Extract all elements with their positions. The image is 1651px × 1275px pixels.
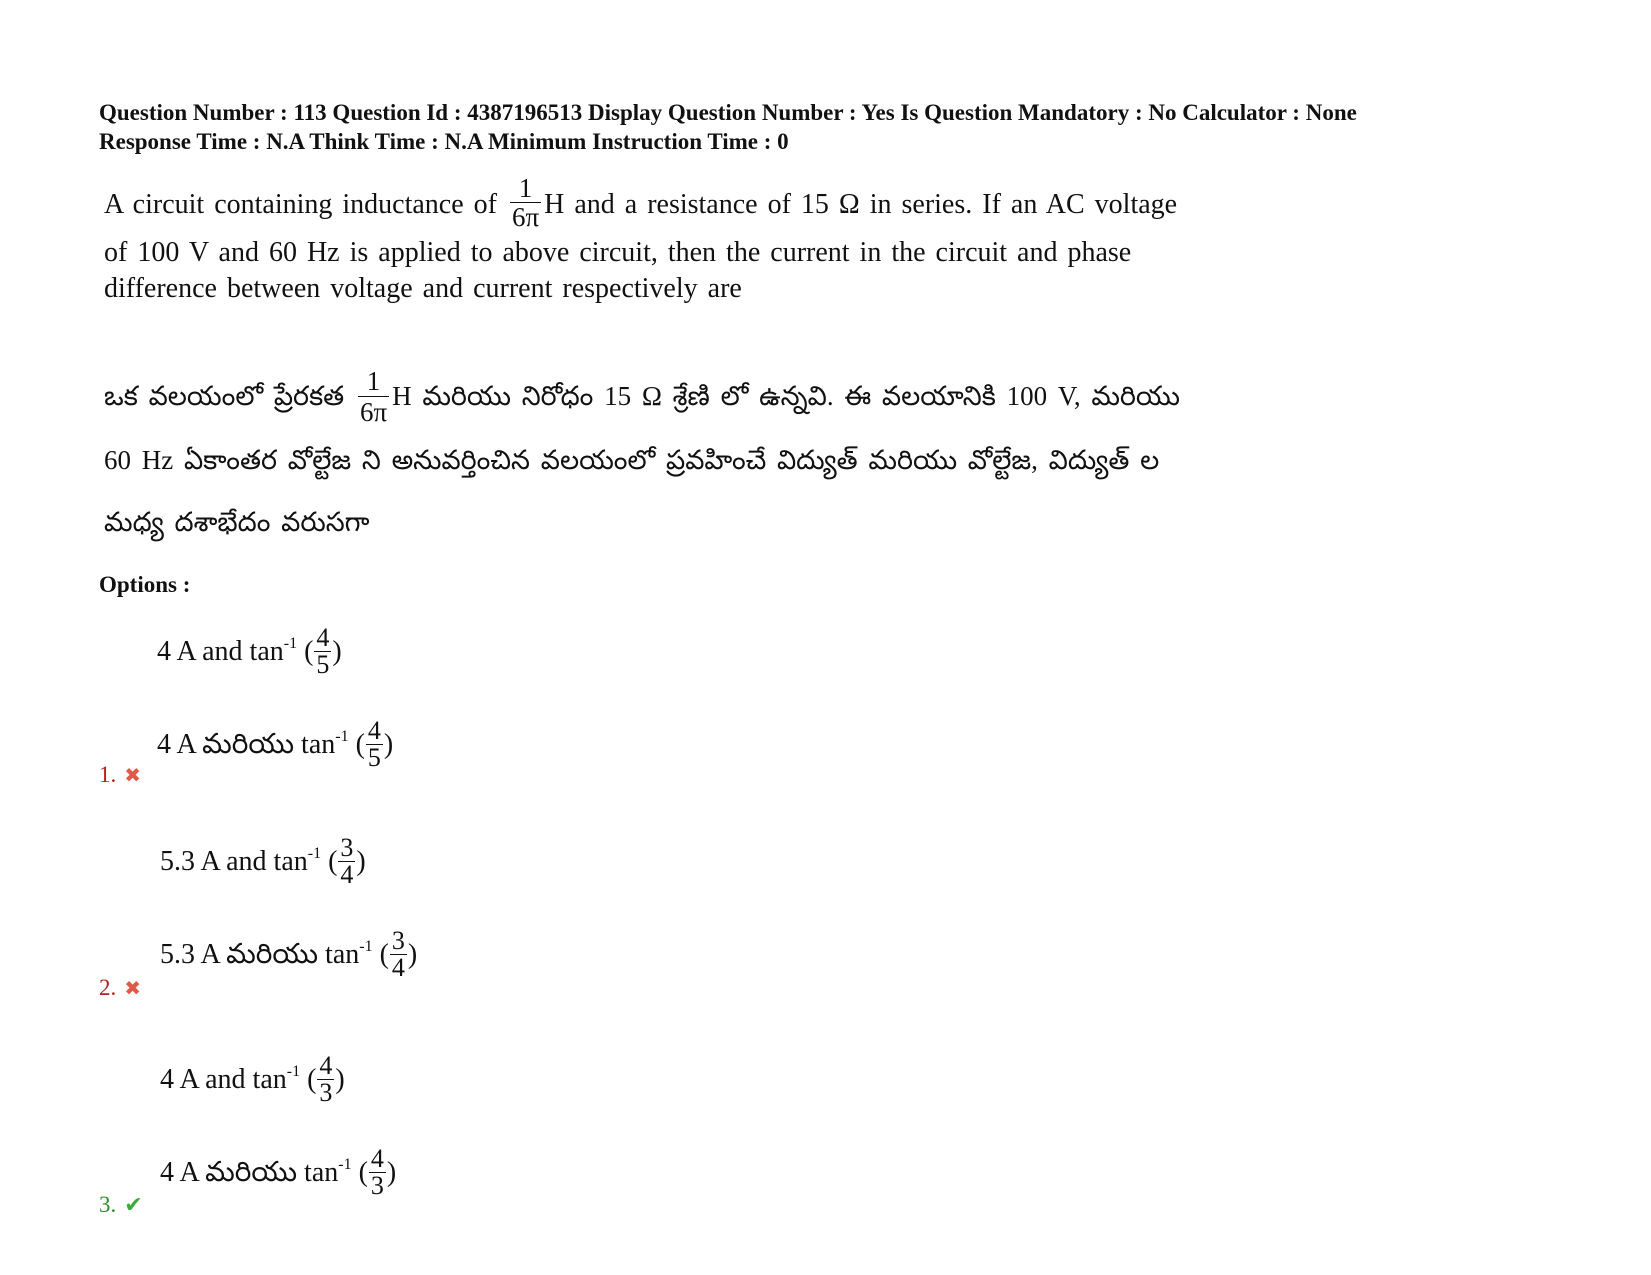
fraction-numerator: 4 — [316, 623, 330, 652]
option-fraction — [369, 1146, 386, 1199]
option-number: 3. — [99, 1192, 117, 1217]
fraction-denominator: 4 — [391, 953, 405, 982]
fraction-denominator: 4 — [340, 860, 354, 889]
fraction-numerator: 3 — [391, 926, 405, 955]
option-text: 4 A మరియు tan — [157, 728, 336, 760]
option-3-english: 4 A and $\tan^{-1}$ ( $\frac{4}{3}$ ) — [160, 1051, 345, 1107]
fraction-denominator: 5 — [367, 743, 381, 772]
option-superscript: -1 — [307, 844, 322, 862]
option-1-number — [99, 762, 141, 788]
inductance-fraction-telugu — [358, 366, 389, 427]
question-metadata — [99, 98, 1357, 156]
option-superscript: -1 — [283, 634, 298, 652]
option-2-telugu: 5.3 A మరియు $\tan^{-1}$ ( $\frac{3}{4}$ ) — [160, 926, 418, 982]
fraction-numerator: 4 — [319, 1051, 333, 1080]
fraction-numerator: 3 — [340, 833, 354, 862]
option-fraction — [314, 625, 331, 678]
option-text: 5.3 A and tan — [160, 845, 308, 877]
metadata-line-1: Question Number : 113 Question Id : 4387196513 Display Question Number : Yes Is Question Mandatory : No Calculator : None — [99, 100, 1357, 125]
inductance-fraction — [510, 174, 541, 231]
option-3-telugu: 4 A మరియు $\tan^{-1}$ ( $\frac{4}{3}$ ) — [160, 1144, 397, 1200]
option-3-number — [99, 1192, 143, 1218]
option-superscript: -1 — [359, 937, 373, 955]
option-fraction — [338, 835, 355, 888]
option-superscript: -1 — [338, 1155, 352, 1173]
fraction-numerator: 4 — [367, 716, 381, 745]
option-text: 4 A and tan — [160, 1063, 287, 1095]
options-label: Options : — [99, 572, 191, 597]
option-1-telugu: 4 A మరియు $\tan^{-1}$ ( $\frac{4}{5}$ ) — [157, 716, 394, 772]
fraction-numerator: 1 — [510, 174, 541, 203]
option-text: 4 A మరియు tan — [160, 1156, 339, 1188]
option-number: 1. — [99, 762, 117, 787]
fraction-denominator: 3 — [370, 1171, 384, 1200]
option-superscript: -1 — [286, 1062, 301, 1080]
question-text-telugu — [104, 365, 1184, 553]
question-text-english — [104, 173, 1184, 307]
fraction-numerator: 4 — [370, 1144, 384, 1173]
question-en-post: H and a resistance of 15 Ω in series. If an AC voltage of 100 V and 60 Hz is applied to above circuit, then the current in the circuit and phase difference between voltage and current respectively are — [104, 188, 1178, 304]
cross-icon: ✖ — [124, 765, 142, 787]
question-te-pre: ఒక వలయంలో ప్రేరకత — [104, 381, 345, 411]
option-fraction — [317, 1053, 334, 1106]
option-2-english: 5.3 A and $\tan^{-1}$ ( $\frac{3}{4}$ ) — [160, 833, 366, 889]
fraction-denominator: 6π — [359, 397, 388, 428]
fraction-denominator: 3 — [319, 1078, 333, 1107]
question-en-pre: A circuit containing inductance of — [104, 188, 497, 220]
option-superscript: -1 — [335, 727, 349, 745]
option-2-number — [99, 975, 141, 1001]
question-te-post: H మరియు నిరోధం 15 Ω శ్రేణి లో ఉన్నవి. ఈ వలయానికి 100 V, మరియు 60 Hz ఏకాంతర వోల్టేజ ని అనువర్తించిన వలయంలో ప్రవహించే విద్యుత్ మరియు వోల్టేజ, విద్యుత్ ల మధ్య దశాభేదం వరుసగా — [104, 381, 1181, 538]
option-fraction — [390, 928, 407, 981]
option-text: 4 A and tan — [157, 635, 284, 667]
option-text: 5.3 A మరియు tan — [160, 938, 360, 970]
fraction-numerator: 1 — [358, 366, 389, 397]
checkmark-icon: ✔ — [124, 1192, 143, 1217]
option-fraction — [366, 718, 383, 771]
option-number: 2. — [99, 975, 117, 1000]
cross-icon: ✖ — [124, 978, 142, 1000]
fraction-denominator: 5 — [316, 650, 330, 679]
fraction-denominator: 6π — [511, 202, 540, 232]
option-1-english: 4 A and $\tan^{-1}$ ( $\frac{4}{5}$ ) — [157, 623, 342, 679]
metadata-line-2: Response Time : N.A Think Time : N.A Minimum Instruction Time : 0 — [99, 129, 789, 154]
